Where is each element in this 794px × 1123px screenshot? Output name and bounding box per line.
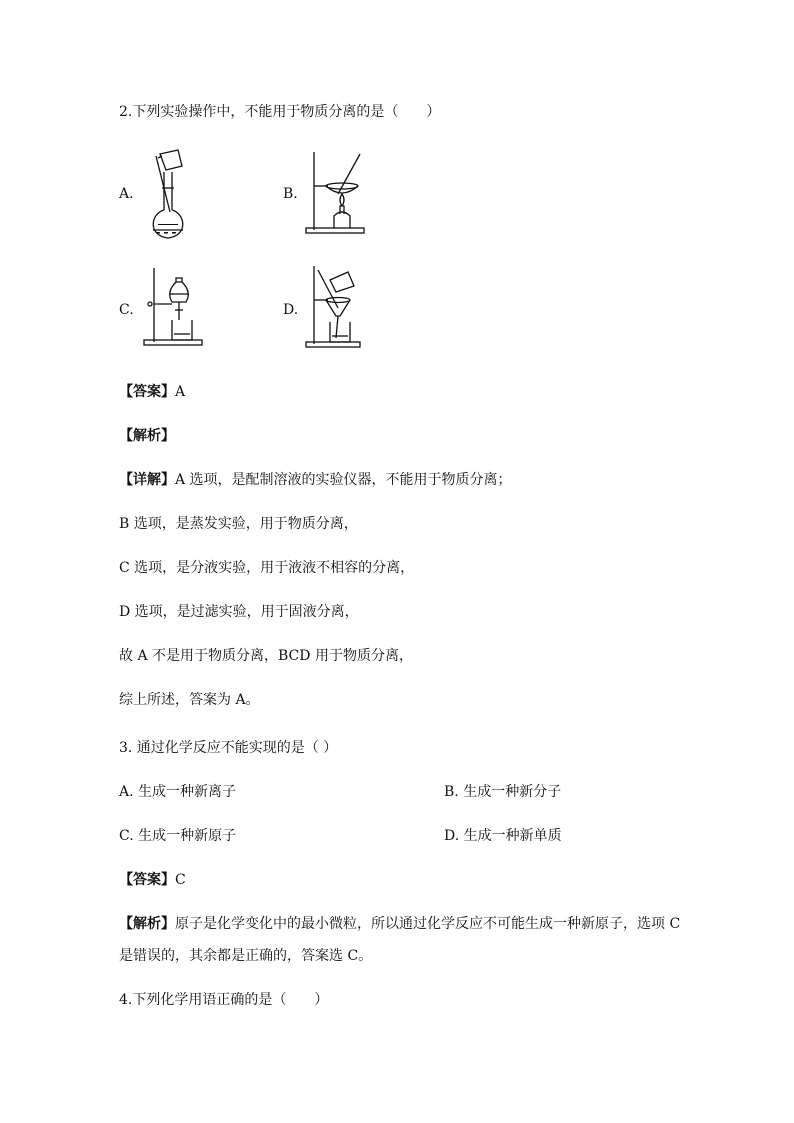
q2-detail-line-2: B 选项，是蒸发实验，用于物质分离， (119, 516, 358, 532)
evaporation-icon (304, 148, 370, 236)
q2-analysis-tag: 【解析】 (119, 428, 175, 444)
q2-detail-tag: 【详解】 (119, 472, 175, 488)
q3-option-d: D. 生成一种新单质 (444, 828, 562, 844)
q2-option-a-label: A. (119, 186, 134, 202)
q4-stem: 4.下列化学用语正确的是（ ） (119, 992, 329, 1008)
q2-answer (119, 382, 185, 402)
filtration-icon (304, 262, 366, 350)
q2-detail-line-4: D 选项，是过滤实验，用于固液分离， (119, 604, 359, 620)
q3-analysis-tag: 【解析】 (119, 916, 175, 932)
q3-analysis-text-1: 原子是化学变化中的最小微粒，所以通过化学反应不可能生成一种新原子，选项 C (175, 916, 681, 932)
separatory-funnel-icon (140, 264, 204, 350)
q2-option-c-label: C. (119, 302, 134, 318)
q2-detail-line-6: 综上所述，答案为 A。 (119, 692, 260, 708)
q2-detail-line-1 (119, 470, 512, 490)
q3-option-a: A. 生成一种新离子 (119, 784, 237, 800)
volumetric-flask-icon (140, 148, 202, 240)
q2-option-d-label: D. (283, 302, 299, 318)
q3-option-b: B. 生成一种新分子 (444, 784, 562, 800)
q2-detail-line-3: C 选项，是分液实验，用于液液不相容的分离， (119, 560, 415, 576)
q2-answer-tag: 【答案】 (119, 384, 175, 400)
q3-answer-value: C (175, 872, 186, 888)
q2-option-b-label: B. (283, 186, 298, 202)
q2-detail-text-1: A 选项，是配制溶液的实验仪器，不能用于物质分离； (175, 472, 512, 488)
q3-analysis-line-2: 是错误的，其余都是正确的，答案选 C。 (119, 948, 373, 964)
q3-stem: 3. 通过化学反应不能实现的是（ ） (119, 740, 338, 756)
q3-answer (119, 870, 186, 890)
q3-analysis-line-1 (119, 914, 680, 934)
q2-stem: 2.下列实验操作中，不能用于物质分离的是（ ） (119, 104, 441, 120)
q3-answer-tag: 【答案】 (119, 872, 175, 888)
q3-option-c: C. 生成一种新原子 (119, 828, 237, 844)
q2-detail-line-5: 故 A 不是用于物质分离，BCD 用于物质分离， (119, 648, 413, 664)
q2-answer-value: A (175, 384, 186, 400)
